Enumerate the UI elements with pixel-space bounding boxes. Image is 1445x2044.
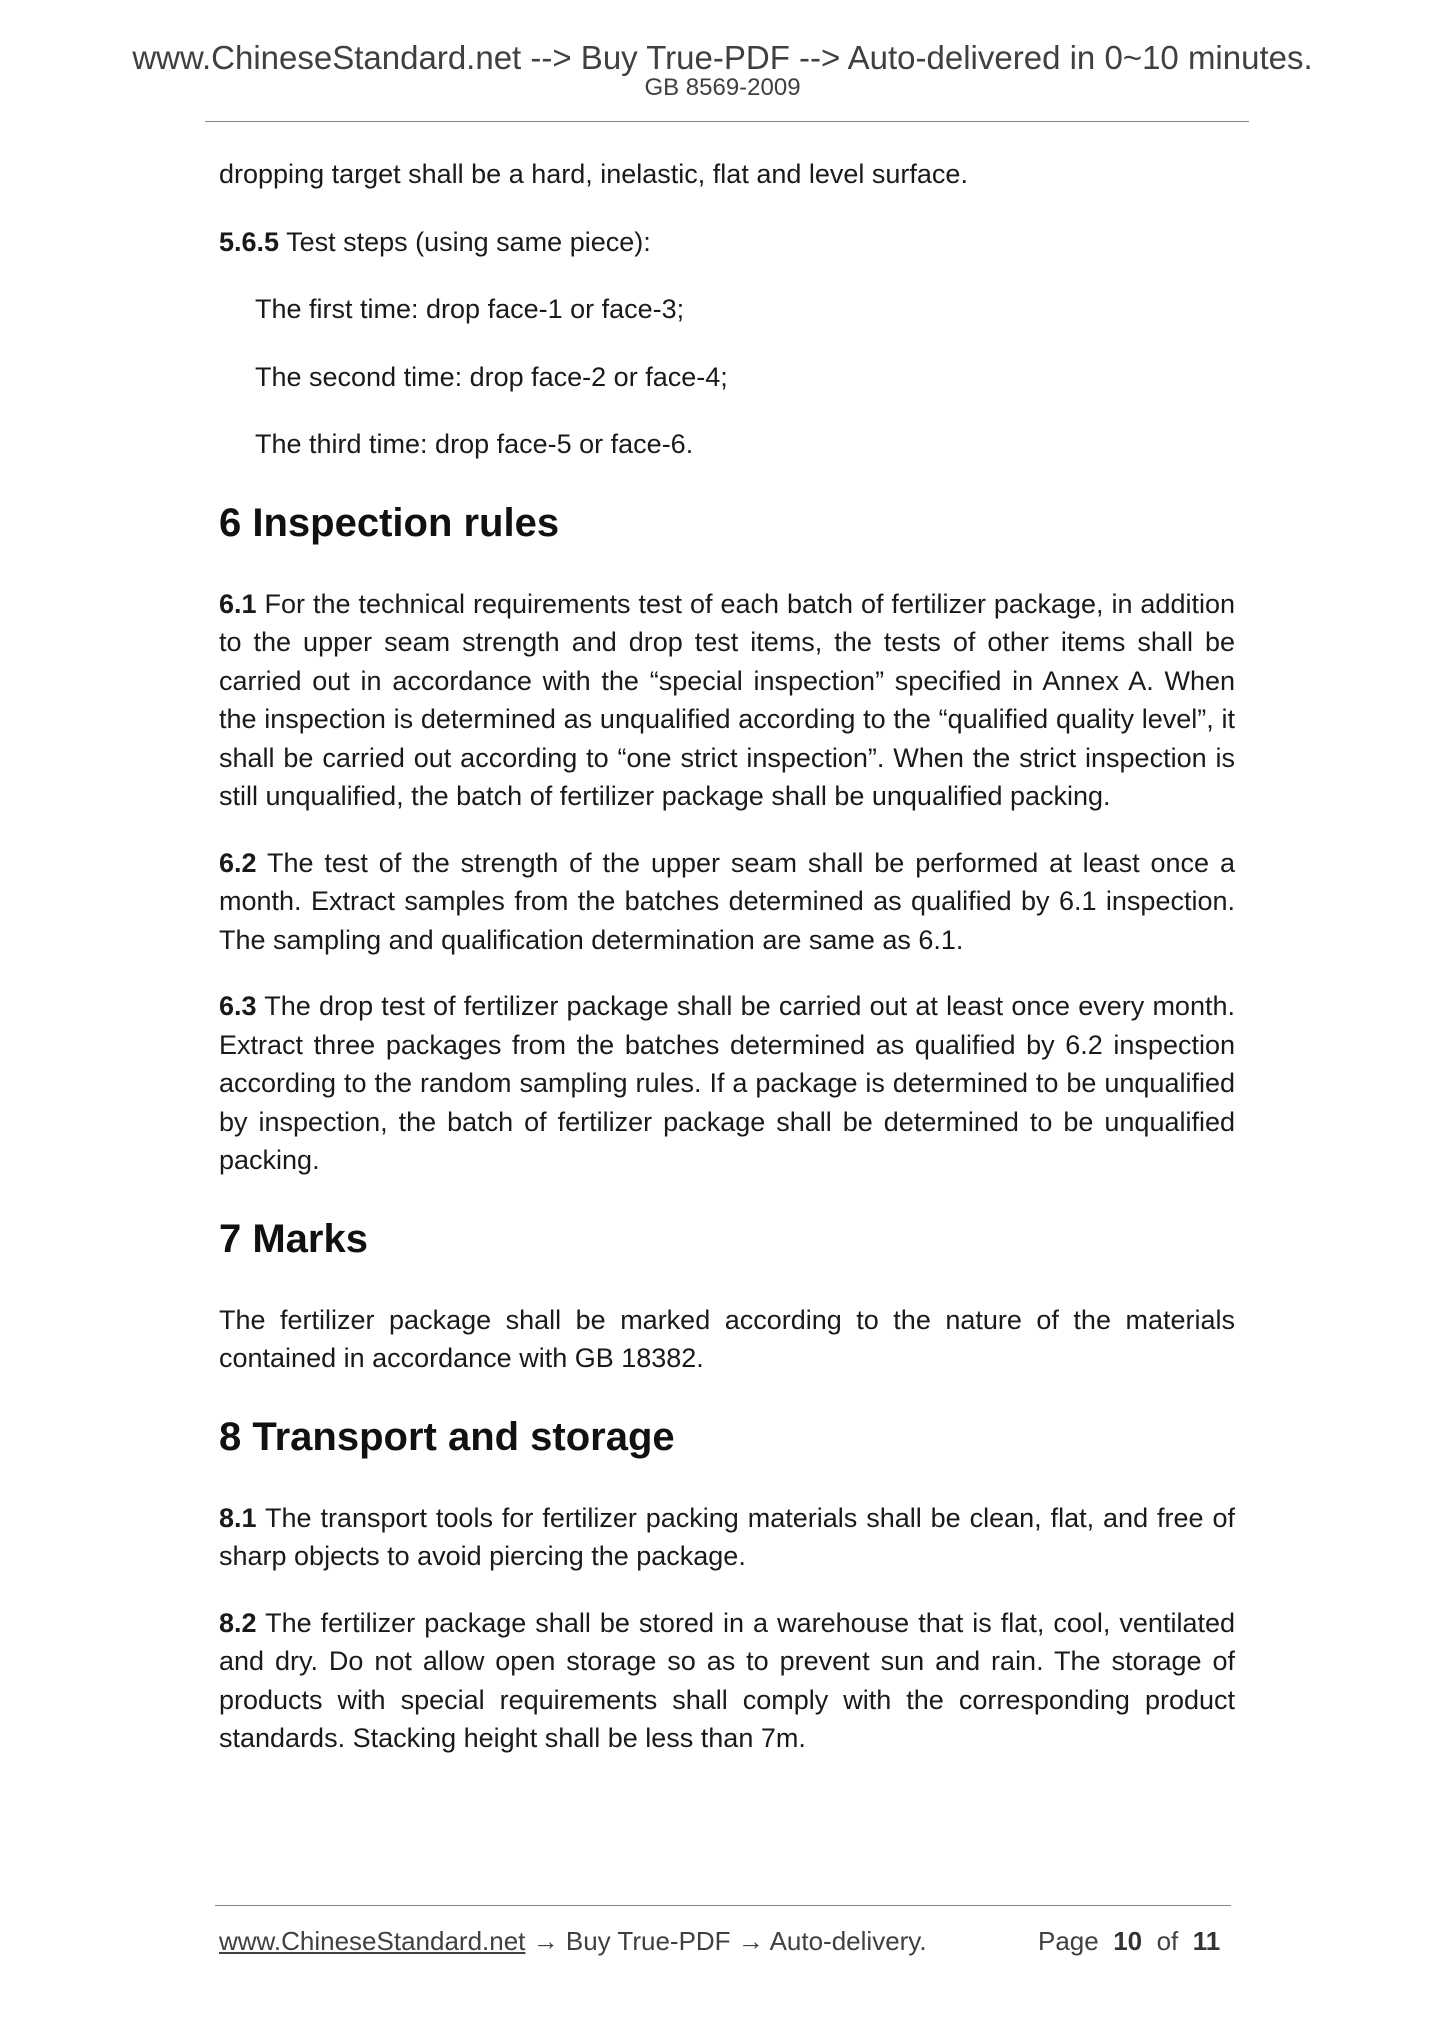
page-label: Page — [1038, 1926, 1099, 1956]
footer-promo — [219, 1926, 927, 1956]
clause-number: 5.6.5 — [219, 226, 280, 257]
clause-5-6-5 — [219, 223, 1235, 262]
heading-transport-storage: 8 Transport and storage — [219, 1414, 675, 1459]
test-step-3: The third time: drop face-5 or face-6. — [255, 429, 694, 459]
footer-promo-text: → Buy True-PDF → Auto-delivery. — [525, 1926, 927, 1956]
test-step-2: The second time: drop face-2 or face-4; — [255, 361, 728, 392]
test-step-1: The first time: drop face-1 or face-3; — [255, 294, 685, 324]
page-indicator — [1038, 1926, 1220, 1956]
standard-number: GB 8569-2009 — [644, 74, 801, 101]
clause-text: The drop test of fertilizer package shall be carried out at least once every month. Extract three packages from the batches determined as qualified by 6.2 inspection according to the random sampling rules. If a package is determined to be unqualified by inspection, the batch of fertilizer package shall be determined to be unqualified packing. — [219, 991, 1235, 1175]
page-content — [219, 155, 1235, 1786]
clause-8-2 — [219, 1604, 1235, 1758]
clause-number: 8.1 — [219, 1502, 257, 1533]
clause-number: 8.2 — [219, 1607, 257, 1638]
clause-number: 6.1 — [219, 588, 257, 619]
clause-text: The transport tools for fertilizer packing materials shall be clean, flat, and free of sharp objects to avoid piercing the package. — [219, 1502, 1235, 1571]
clause-number: 6.2 — [219, 847, 257, 878]
header-divider — [205, 121, 1249, 122]
clause-6-3 — [219, 987, 1235, 1180]
clause-8-1 — [219, 1499, 1235, 1576]
clause-6-2 — [219, 844, 1235, 960]
of-label: of — [1156, 1926, 1179, 1956]
total-pages-number: 11 — [1192, 1926, 1221, 1956]
clause-6-1 — [219, 585, 1235, 816]
current-page-number: 10 — [1113, 1926, 1143, 1956]
clause-number: 6.3 — [219, 991, 257, 1021]
heading-inspection-rules: 6 Inspection rules — [219, 500, 560, 545]
marks-paragraph: The fertilizer package shall be marked according to the nature of the materials contained in accordance with GB 18382. — [219, 1304, 1235, 1373]
heading-marks: 7 Marks — [219, 1216, 368, 1261]
clause-text: The fertilizer package shall be stored in a warehouse that is flat, cool, ventilated and dry. Do not allow open storage so as to prevent sun and rain. The storage of products with special requirements shall comply with the corresponding product standards. Stacking height shall be less than 7m. — [219, 1607, 1235, 1753]
footer-site-link[interactable]: www.ChineseStandard.net — [219, 1926, 526, 1956]
footer-divider — [215, 1905, 1231, 1906]
intro-line: dropping target shall be a hard, inelastic, flat and level surface. — [219, 159, 968, 189]
clause-text: For the technical requirements test of each batch of fertilizer package, in addition to the upper seam strength and drop test items, the tests of other items shall be carried out in accordance with the “special inspection” specified in Annex A. When the inspection is determined as unqualified according to the “qualified quality level”, it shall be carried out according to “one strict inspection”. When the strict inspection is still unqualified, the batch of fertilizer package shall be unqualified packing. — [219, 588, 1235, 811]
header-banner: www.ChineseStandard.net --> Buy True-PDF --> Auto-delivered in 0~10 minutes. — [132, 39, 1313, 76]
clause-text: Test steps (using same piece): — [279, 226, 651, 257]
clause-text: The test of the strength of the upper seam shall be performed at least once a month. Extract samples from the batches determined as qualified by 6.1 inspection. The sampling and qualification determination are same as 6.1. — [219, 847, 1235, 955]
